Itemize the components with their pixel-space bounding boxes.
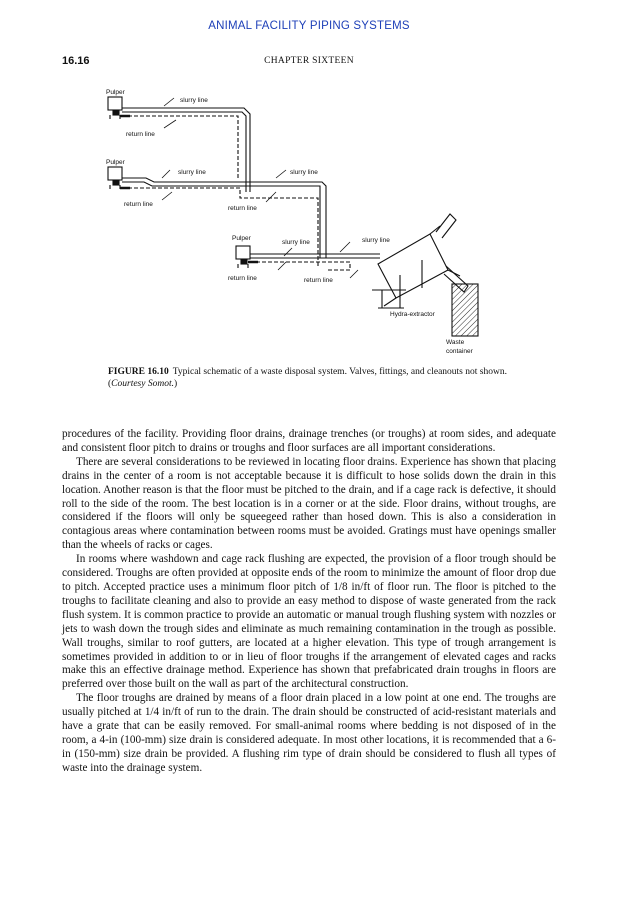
running-head: ANIMAL FACILITY PIPING SYSTEMS xyxy=(208,20,410,32)
return-line-3 xyxy=(250,262,350,270)
slurry-line-3 xyxy=(250,254,380,258)
return-line-2-label: return line xyxy=(124,201,153,208)
waste-container xyxy=(452,284,478,336)
paragraph-1: procedures of the facility. Providing floor drains, drainage trenches (or troughs) at room sides, and adequate and consistent floor pitch to drains or troughs and floor surfaces are all important considerations. xyxy=(62,428,556,454)
pulper-3-label: Pulper xyxy=(232,235,251,242)
return-line-1-label: return line xyxy=(126,131,155,138)
pulper-2-box xyxy=(108,167,122,180)
hydra-extractor-label: Hydra-extractor xyxy=(390,311,435,318)
pulper-3-box xyxy=(236,246,250,259)
paragraph-2: There are several considerations to be reviewed in locating floor drains. Experience has shown that placing drains in the center of a room is not acceptable because it is difficult to hose solids down the drain in this location. Another reason is that the floor must be pitched to the drain, and if a cage rack is defective, it should roll to the side of the room. The best location is in a corner or at the side. Floor drains, without troughs, are considered if the floors will only be squeegeed rather than hosed down. This is also a consideration in contagious areas where contamination between rooms must be avoided. Gratings must have openings smaller than the wheels of racks or cages. xyxy=(62,455,556,552)
paragraph-4: The floor troughs are drained by means of a floor drain placed in a low point at one end. The troughs are usually pitched at 1/4 in/ft of run to the drain. The drain should be constructed of acid-resistant materials and have a grate that can be easily removed. For small-animal rooms where bedding is not disposed of in the room, a 4-in (100-mm) size drain is considered adequate. In most other locations, it is recommended that a 6-in (150-mm) size drain be provided. A flushing rim type of drain should be considered to flush all types of waste into the drainage system. xyxy=(62,692,556,774)
figure-caption xyxy=(108,366,508,390)
chapter-title: CHAPTER SIXTEEN xyxy=(264,56,354,66)
caption-close: ) xyxy=(173,379,178,389)
pulper-1-box xyxy=(108,97,122,110)
waste-container-label-2: container xyxy=(446,348,473,355)
slurry-line-5-label: slurry line xyxy=(362,237,390,244)
return-line-3-label: return line xyxy=(228,205,257,212)
slurry-line-1 xyxy=(122,108,250,192)
return-line-5-label: return line xyxy=(304,277,333,284)
pulper-1-label: Pulper xyxy=(106,89,125,96)
slurry-line-3-label: slurry line xyxy=(290,169,318,176)
slurry-line-2-label: slurry line xyxy=(178,169,206,176)
hydra-extractor-stand xyxy=(372,290,406,308)
body-text xyxy=(62,428,556,776)
slurry-line-1-label: slurry line xyxy=(180,97,208,104)
waste-container-label-1: Waste xyxy=(446,339,465,346)
waste-disposal-schematic xyxy=(100,80,500,360)
figure-number: FIGURE 16.10 xyxy=(108,367,169,377)
paragraph-3: In rooms where washdown and cage rack flushing are expected, the provision of a floor trough should be considered. Troughs are often provided at opposite ends of the room to minimize the amount of floor drop due to pitch. Accepted practice uses a minimum floor pitch of 1/8 in/ft of floor run. The floor is pitched to the troughs to facilitate cleaning and also to provide an easy method to dispose of waste generated from the rack flush system. It is common practice to provide an automatic or manual trough flushing system with nozzles or jets to wash down the trough sides and eliminate as much remaining contamination in the trough as possible. Wall troughs, similar to roof gutters, are located at a higher elevation. This type of trough arrangement is sometimes provided in addition to or in lieu of floor troughs if the arrangement of elevated cages and racks make this an effective drainage method. Experience has shown that prefabricated drain troughs in floors are preferred over those built on the wall as part of the architectural construction. xyxy=(62,553,556,691)
slurry-line-4-label: slurry line xyxy=(282,239,310,246)
caption-text: Typical schematic of a waste disposal system. Valves, fittings, and cleanouts not shown. ( xyxy=(108,367,507,389)
return-line-4-label: return line xyxy=(228,275,257,282)
caption-credit: Courtesy Somot. xyxy=(111,379,174,389)
slurry-line-2 xyxy=(122,178,326,258)
page-number: 16.16 xyxy=(62,55,90,67)
pulper-2-label: Pulper xyxy=(106,159,125,166)
